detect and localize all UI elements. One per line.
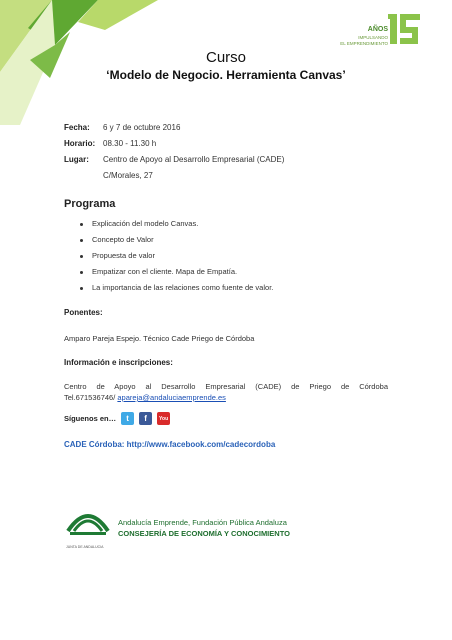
lugar-row bbox=[64, 152, 284, 168]
cade-facebook-link[interactable]: CADE Córdoba: http://www.facebook.com/cadecordoba bbox=[64, 440, 276, 449]
ponentes-heading: Ponentes: bbox=[64, 308, 103, 317]
twitter-icon[interactable]: t bbox=[121, 412, 134, 425]
course-details bbox=[64, 120, 284, 184]
programa-heading: Programa bbox=[64, 198, 116, 210]
fecha-value: 6 y 7 de octubre 2016 bbox=[103, 123, 181, 132]
lugar-address: C/Morales, 27 bbox=[103, 171, 153, 180]
phone-number: Tel.671536746/ bbox=[64, 393, 116, 402]
list-item: Explicación del modelo Canvas. bbox=[80, 216, 273, 232]
informacion-line: Centro de Apoyo al Desarrollo Empresarial (CADE) de Priego de Córdoba bbox=[64, 382, 388, 391]
list-item: Propuesta de valor bbox=[80, 248, 273, 264]
lugar-row-2 bbox=[64, 168, 284, 184]
informacion-contact bbox=[64, 393, 226, 402]
informacion-heading: Información e inscripciones: bbox=[64, 358, 173, 367]
junta-andalucia-logo bbox=[64, 505, 112, 543]
facebook-icon[interactable]: f bbox=[139, 412, 152, 425]
list-item: Concepto de Valor bbox=[80, 232, 273, 248]
lugar-value: Centro de Apoyo al Desarrollo Empresarial (CADE) bbox=[103, 155, 285, 164]
social-label: Síguenos en… bbox=[64, 414, 117, 423]
footer-line-2: CONSEJERÍA DE ECONOMÍA Y CONOCIMIENTO bbox=[118, 529, 290, 538]
social-links bbox=[64, 412, 170, 425]
course-subtitle: ‘Modelo de Negocio. Herramienta Canvas’ bbox=[106, 68, 346, 82]
junta-label: JUNTA DE ANDALUCIA bbox=[66, 545, 104, 549]
horario-label: Horario: bbox=[64, 139, 96, 148]
badge-anos: AÑOS bbox=[367, 26, 388, 33]
list-item: Empatizar con el cliente. Mapa de Empatía. bbox=[80, 264, 273, 280]
email-link[interactable]: apareja@andaluciaemprende.es bbox=[117, 393, 226, 402]
badge-15-logo bbox=[388, 12, 422, 48]
fecha-row bbox=[64, 120, 284, 136]
fecha-label: Fecha: bbox=[64, 123, 90, 132]
course-title: Curso bbox=[205, 49, 246, 66]
lugar-label: Lugar: bbox=[64, 155, 89, 164]
programa-list bbox=[80, 216, 273, 296]
badge-tagline-1: IMPULSANDO bbox=[358, 35, 388, 40]
horario-row bbox=[64, 136, 284, 152]
badge-tagline-2: EL EMPRENDIMIENTO bbox=[340, 41, 388, 46]
footer-line-1: Andalucía Emprende, Fundación Pública Andaluza bbox=[118, 518, 287, 527]
horario-value: 08.30 - 11.30 h bbox=[103, 139, 157, 148]
anniversary-badge bbox=[332, 12, 422, 52]
ponentes-text: Amparo Pareja Espejo. Técnico Cade Priego de Córdoba bbox=[64, 334, 255, 343]
youtube-icon[interactable]: You bbox=[157, 412, 170, 425]
list-item: La importancia de las relaciones como fuente de valor. bbox=[80, 280, 273, 296]
